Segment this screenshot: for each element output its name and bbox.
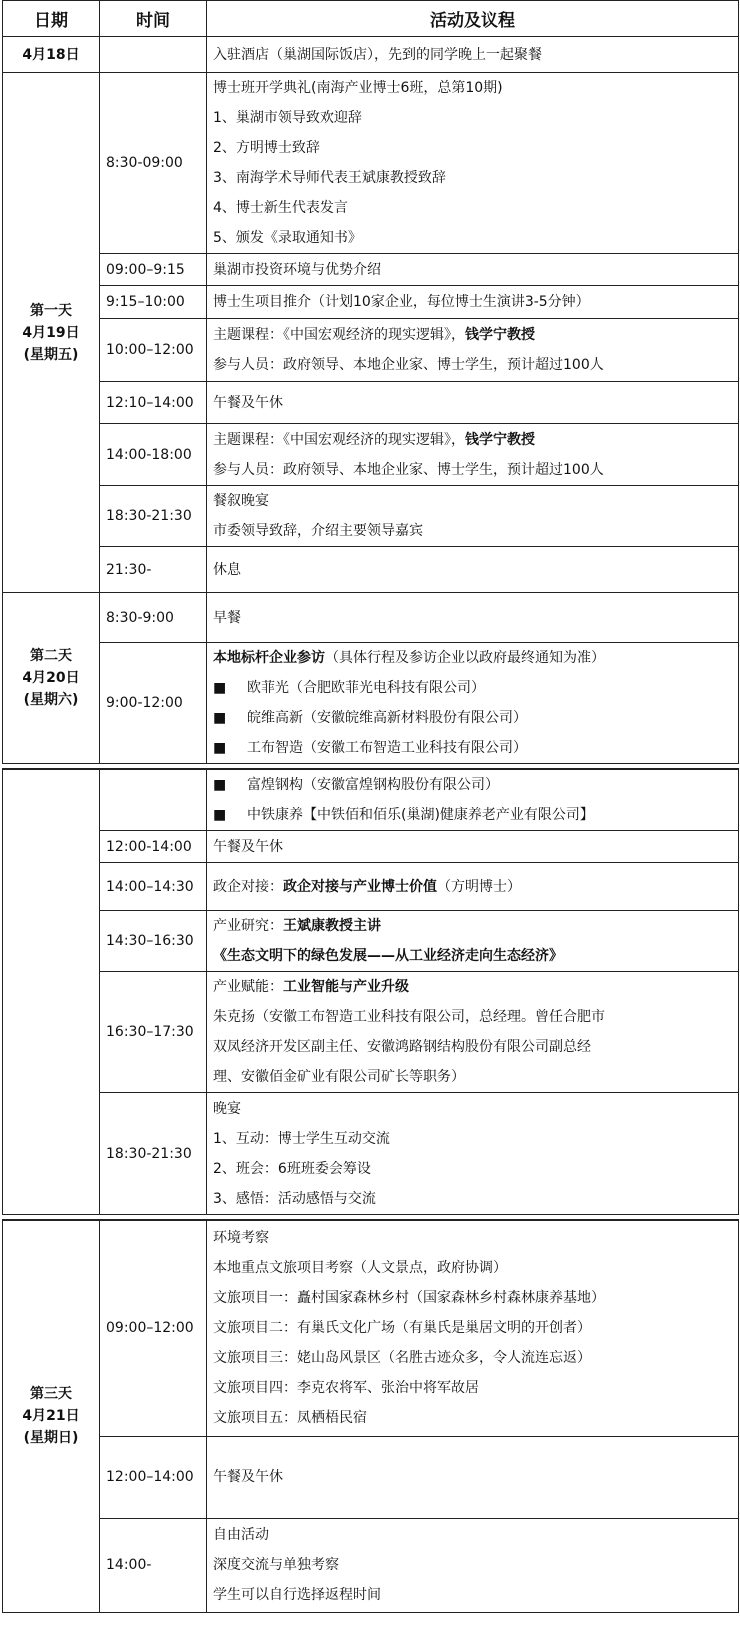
header-time: 时间 (100, 1, 207, 37)
activity-cell (207, 424, 739, 486)
header-agenda: 活动及议程 (207, 1, 739, 37)
activity-line: 午餐及午休 (213, 394, 283, 411)
activity-cell (207, 382, 739, 424)
table-row (3, 424, 739, 486)
day-title: 第二天 (30, 648, 72, 664)
time-cell: 14:00- (100, 1518, 207, 1612)
activity-cell (207, 863, 739, 911)
activity-line: 晚宴 (213, 1100, 241, 1117)
lecturer-name: 钱学宁教授 (465, 431, 535, 448)
header-row (3, 1, 739, 37)
table-row (3, 37, 739, 73)
table-row (3, 286, 739, 319)
session-prefix: 产业赋能： (213, 979, 283, 995)
activity-line: 文旅项目一：矗村国家森林乡村（国家森林乡村森林康养基地） (213, 1290, 605, 1307)
activity-line: 自由活动 (213, 1527, 269, 1543)
activity-line: 博士班开学典礼(南海产业博士6班，总第10期) (213, 80, 503, 96)
activity-cell (207, 911, 739, 972)
activity-cell (207, 1436, 739, 1518)
time-cell: 12:10–14:00 (100, 382, 207, 424)
activity-line: 5、颁发《录取通知书》 (213, 230, 362, 246)
time-cell (100, 37, 207, 73)
activity-cell (207, 643, 739, 764)
day-date: 4月19日 (22, 324, 80, 341)
activity-line (213, 425, 732, 455)
activity-cell (207, 593, 739, 643)
activity-line: 午餐及午休 (213, 1469, 283, 1485)
activity-line: 4、博士新生代表发言 (213, 200, 348, 216)
activity-line: 早餐 (213, 609, 241, 626)
time-cell: 18:30-21:30 (100, 1093, 207, 1215)
activity-line: 市委领导致辞，介绍主要领导嘉宾 (213, 523, 423, 539)
activity-cell (207, 319, 739, 382)
session-title: 政企对接与产业博士价值 (283, 878, 437, 895)
activity-cell (207, 547, 739, 593)
activity-cell (207, 831, 739, 863)
activity-line: 学生可以自行选择返程时间 (213, 1587, 381, 1603)
time-cell: 16:30–17:30 (100, 972, 207, 1093)
company-name: 欧菲光（合肥欧菲光电科技有限公司） (247, 680, 485, 696)
activity-cell (207, 972, 739, 1093)
activity-line: 文旅项目二：有巢氏文化广场（有巢氏是巢居文明的开创者） (213, 1320, 591, 1337)
table-row (3, 643, 739, 764)
list-item (213, 800, 732, 830)
time-cell: 18:30-21:30 (100, 486, 207, 547)
table-row (3, 831, 739, 863)
table-row (3, 1436, 739, 1518)
time-cell: 14:00-18:00 (100, 424, 207, 486)
time-cell: 8:30-9:00 (100, 593, 207, 643)
activity-line: 文旅项目三：姥山岛风景区（名胜古迹众多，令人流连忘返） (213, 1350, 591, 1367)
activity-line: 2、班会：6班班委会筹设 (213, 1160, 371, 1177)
day2-cont-date-cell (3, 769, 100, 1215)
activity-line: 1、互动：博士学生互动交流 (213, 1130, 390, 1147)
table-row (3, 972, 739, 1093)
activity-line (213, 643, 732, 673)
square-bullet-icon: ■ (213, 777, 227, 793)
session-speaker: （方明博士） (437, 878, 521, 895)
activity-line: 1、巢湖市领导致欢迎辞 (213, 110, 362, 126)
table-row (3, 319, 739, 382)
activity-line: 休息 (213, 561, 241, 578)
agenda-table-part2 (2, 768, 739, 1215)
list-item (213, 770, 732, 800)
activity-cell (207, 254, 739, 286)
table-row (3, 1093, 739, 1215)
table-row (3, 1220, 739, 1436)
activity-line: 3、感悟：活动感悟与交流 (213, 1190, 376, 1207)
activity-cell (207, 769, 739, 831)
table-row (3, 863, 739, 911)
day-weekday: (星期五) (23, 346, 79, 363)
activity-line: 巢湖市投资环境与优势介绍 (213, 261, 381, 278)
activity-line: 入驻酒店（巢湖国际饭店），先到的同学晚上一起聚餐 (213, 46, 542, 63)
activity-line: 环境考察 (213, 1230, 269, 1247)
activity-line (213, 941, 732, 971)
day-title: 第一天 (30, 302, 72, 319)
time-cell: 09:00–9:15 (100, 254, 207, 286)
activity-line: 朱克扬（安徽工布智造工业科技有限公司，总经理。曾任合肥市 (213, 1009, 605, 1025)
header-date: 日期 (3, 1, 100, 37)
agenda-sheet (2, 0, 738, 1613)
table-row (3, 73, 739, 254)
square-bullet-icon: ■ (213, 807, 227, 823)
session-prefix: 政企对接： (213, 878, 283, 895)
square-bullet-icon: ■ (213, 710, 227, 726)
square-bullet-icon: ■ (213, 740, 227, 756)
course-title: 主题课程：《中国宏观经济的现实逻辑》， (213, 327, 465, 343)
activity-line: 本地重点文旅项目考察（人文景点，政府协调） (213, 1260, 507, 1277)
visit-note: （具体行程及参访企业以政府最终通知为准） (325, 650, 605, 666)
activity-line: 参与人员：政府领导、本地企业家、博士学生，预计超过100人 (213, 357, 604, 373)
activity-line: 博士生项目推介（计划10家企业，每位博士生演讲3-5分钟） (213, 294, 590, 310)
time-cell: 09:00–12:00 (100, 1220, 207, 1436)
activity-line: 午餐及午休 (213, 838, 283, 855)
time-cell: 21:30- (100, 547, 207, 593)
company-name: 皖维高新（安徽皖维高新材料股份有限公司） (247, 710, 527, 726)
visit-title: 本地标杆企业参访 (213, 650, 325, 666)
lecture-title: 《生态文明下的绿色发展——从工业经济走向生态经济》 (213, 948, 563, 964)
list-item (213, 733, 732, 763)
session-title: 王斌康教授主讲 (283, 918, 381, 934)
activity-cell (207, 286, 739, 319)
agenda-table-part1 (2, 0, 739, 764)
time-cell: 10:00–12:00 (100, 319, 207, 382)
time-cell: 14:00–14:30 (100, 863, 207, 911)
square-bullet-icon: ■ (213, 680, 227, 696)
activity-line (213, 972, 732, 1002)
activity-cell (207, 1093, 739, 1215)
table-row (3, 254, 739, 286)
activity-line: 参与人员：政府领导、本地企业家、博士学生，预计超过100人 (213, 461, 604, 478)
list-item (213, 673, 732, 703)
day-title: 第三天 (30, 1386, 72, 1403)
day-date: 4月20日 (22, 670, 80, 686)
activity-line: 2、方明博士致辞 (213, 140, 320, 156)
table-row (3, 382, 739, 424)
activity-line (213, 911, 732, 941)
activity-line: 3、南海学术导师代表王斌康教授致辞 (213, 170, 446, 186)
date-cell: 4月18日 (3, 37, 100, 73)
company-name: 中铁康养【中铁佰和佰乐(巢湖)健康养老产业有限公司】 (247, 807, 594, 823)
company-name: 工布智造（安徽工布智造工业科技有限公司） (247, 740, 527, 756)
agenda-table-part3 (2, 1219, 739, 1613)
table-row (3, 593, 739, 643)
activity-cell (207, 73, 739, 254)
activity-line: 双凤经济开发区副主任、安徽鸿路钢结构股份有限公司副总经 (213, 1039, 591, 1055)
time-cell (100, 769, 207, 831)
list-item (213, 703, 732, 733)
day-date: 4月21日 (22, 1408, 80, 1425)
day-weekday: (星期六) (23, 692, 79, 708)
table-row (3, 486, 739, 547)
activity-line: 餐叙晚宴 (213, 493, 269, 509)
activity-line: 文旅项目五：凤栖梧民宿 (213, 1410, 367, 1427)
time-cell: 12:00-14:00 (100, 831, 207, 863)
table-row (3, 547, 739, 593)
time-cell: 9:00-12:00 (100, 643, 207, 764)
day3-date-cell (3, 1220, 100, 1612)
activity-cell (207, 1518, 739, 1612)
activity-cell (207, 486, 739, 547)
activity-line: 理、安徽佰金矿业有限公司矿长等职务） (213, 1069, 465, 1085)
day-weekday: (星期日) (23, 1430, 79, 1447)
lecturer-name: 钱学宁教授 (465, 327, 535, 343)
activity-cell (207, 37, 739, 73)
table-row (3, 769, 739, 831)
activity-line (213, 320, 732, 350)
course-title: 主题课程：《中国宏观经济的现实逻辑》， (213, 431, 465, 448)
day1-date-cell (3, 73, 100, 593)
time-cell: 9:15–10:00 (100, 286, 207, 319)
session-title: 工业智能与产业升级 (283, 979, 409, 995)
time-cell: 14:30–16:30 (100, 911, 207, 972)
time-cell: 12:00–14:00 (100, 1436, 207, 1518)
day2-date-cell (3, 593, 100, 764)
session-prefix: 产业研究： (213, 918, 283, 934)
activity-line: 深度交流与单独考察 (213, 1557, 339, 1573)
company-name: 富煌钢构（安徽富煌钢构股份有限公司） (247, 777, 499, 793)
table-row (3, 1518, 739, 1612)
activity-cell (207, 1220, 739, 1436)
table-row (3, 911, 739, 972)
activity-line (213, 872, 732, 902)
activity-line: 文旅项目四：李克农将军、张治中将军故居 (213, 1380, 479, 1397)
time-cell: 8:30-09:00 (100, 73, 207, 254)
